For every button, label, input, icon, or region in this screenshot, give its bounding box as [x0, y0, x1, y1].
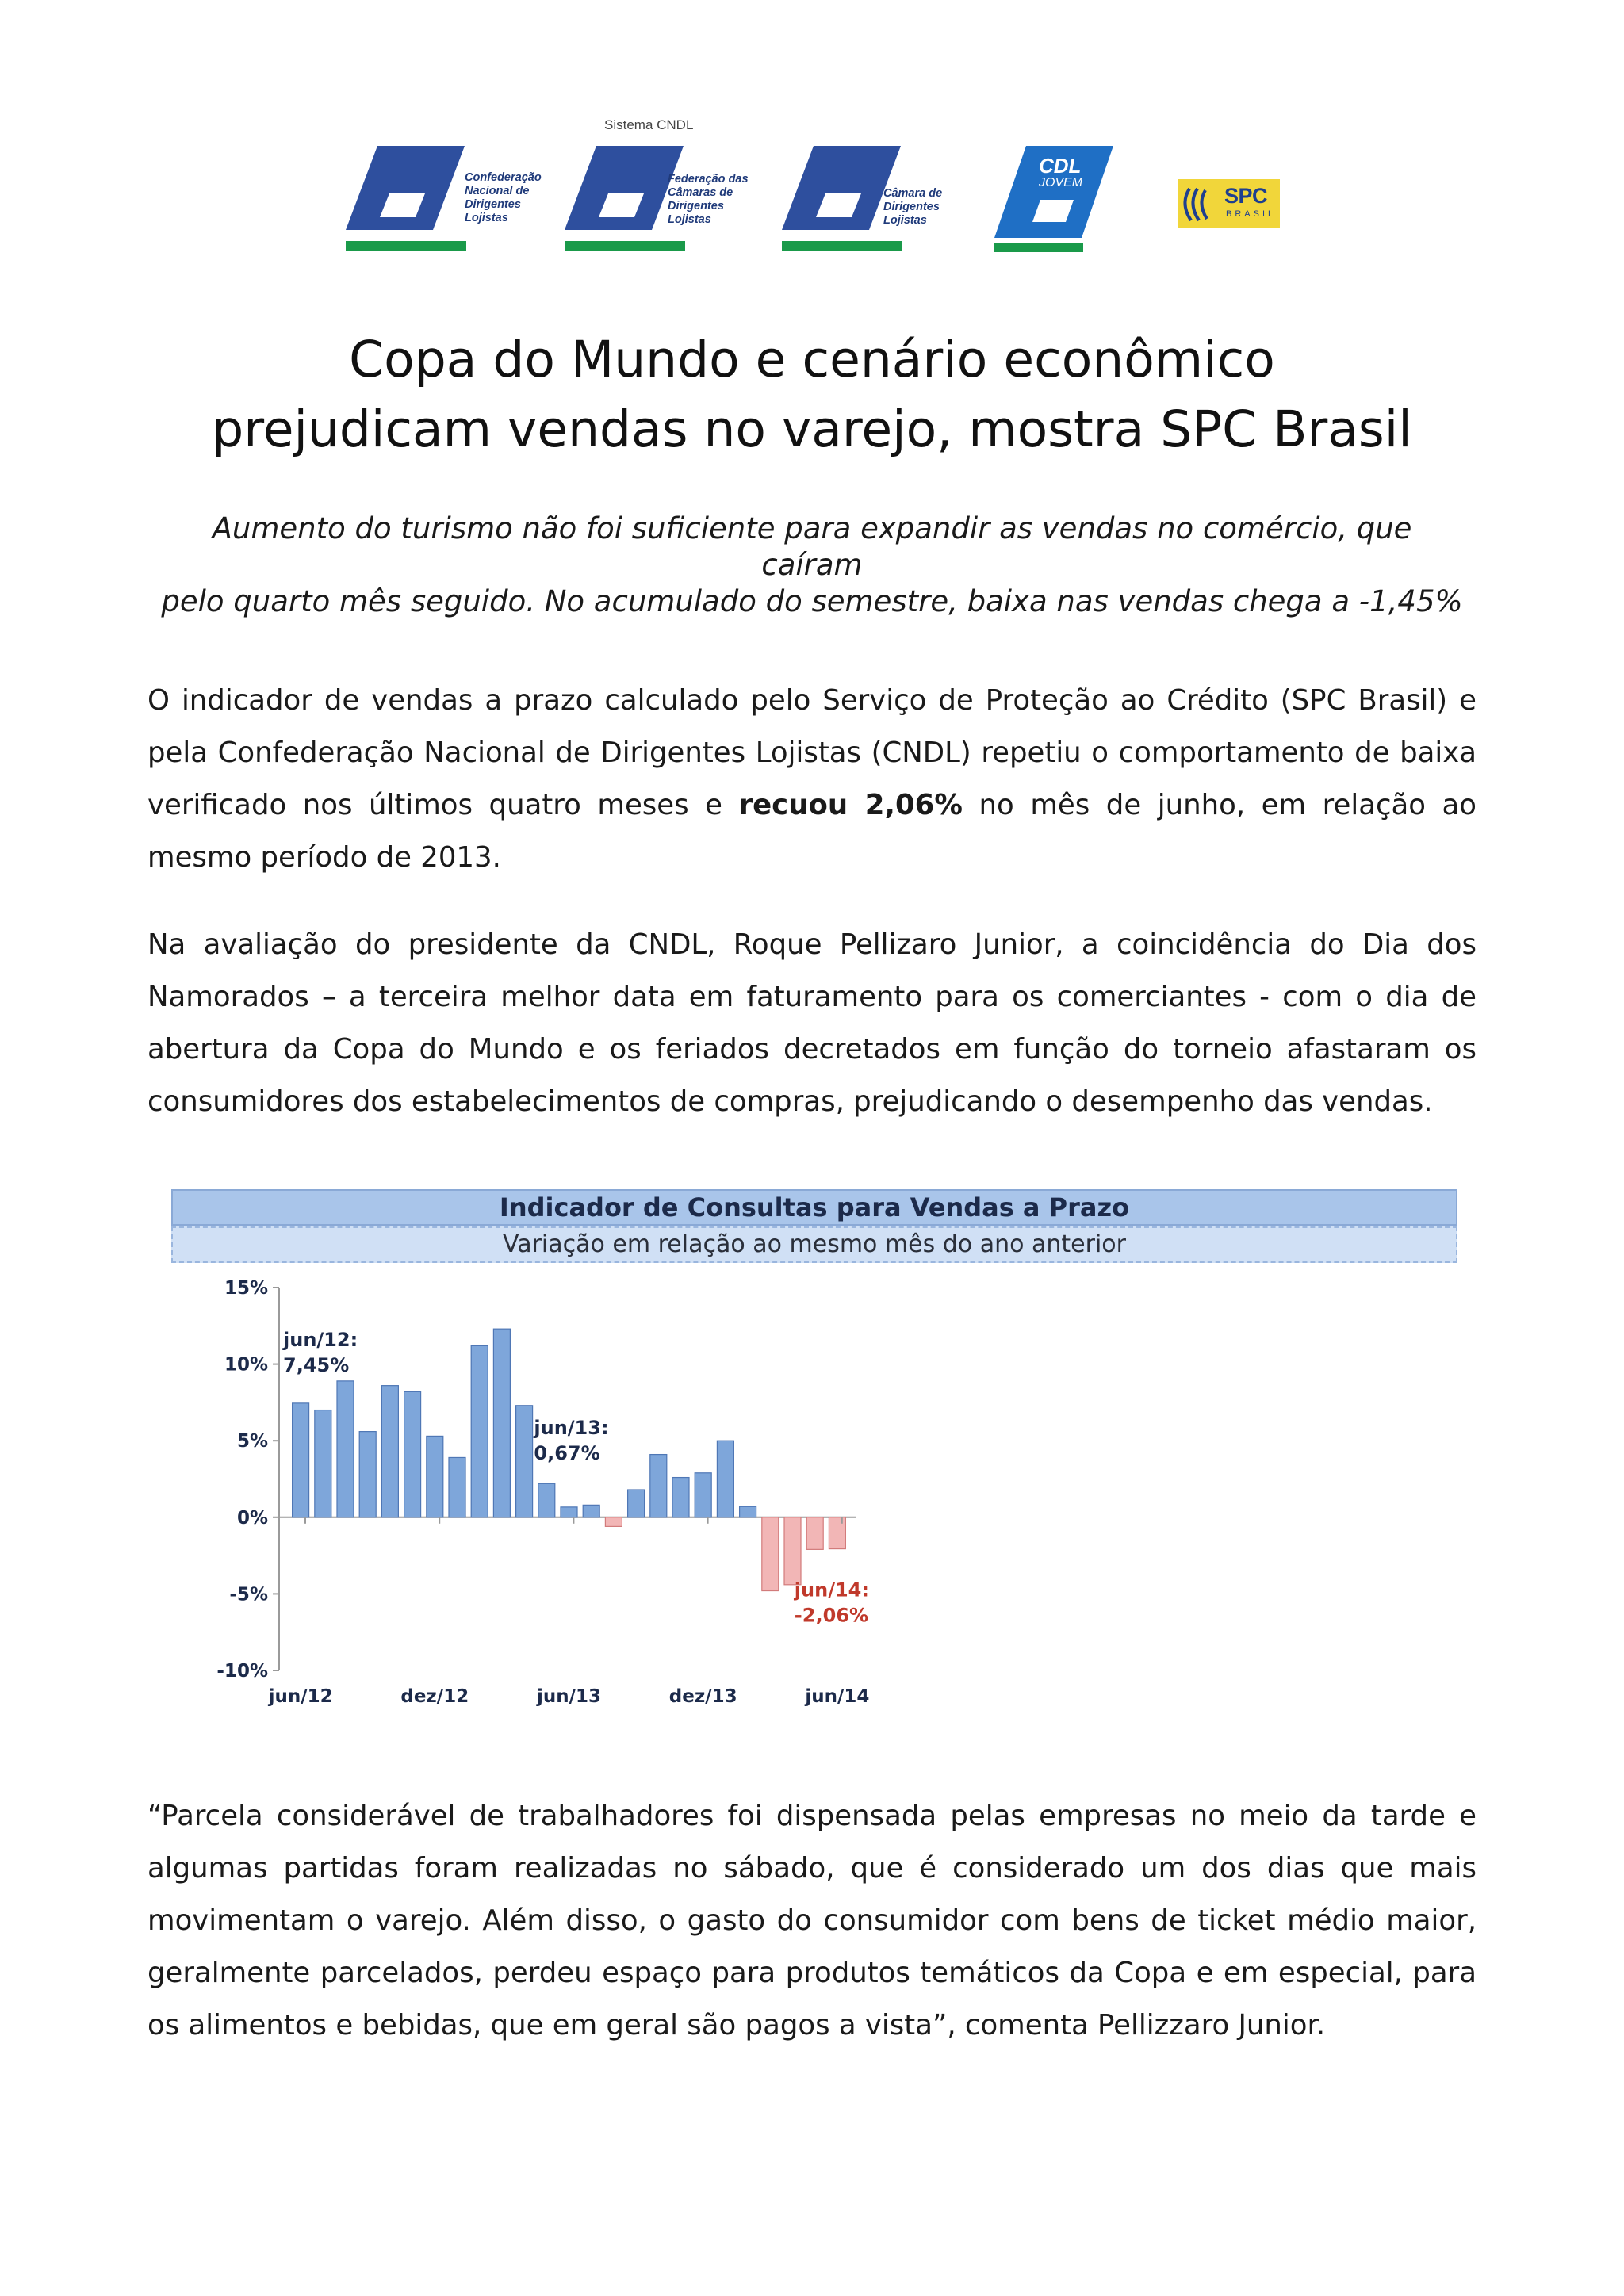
logo-cdl-jovem-cdl: CDL [1039, 154, 1082, 178]
paragraph-1-text-b: no mês de junho, em relação ao mesmo período de 2013. [147, 789, 1477, 874]
logo-federacao-line4: Lojistas [668, 213, 711, 226]
logo-confederacao-line4: Lojistas [465, 212, 508, 224]
bar [404, 1391, 421, 1517]
subheadline-line2: pelo quarto mês seguido. No acumulado do semestre, baixa nas vendas chega a -1,45% [161, 584, 1463, 618]
paragraph-1-text-a: O indicador de vendas a prazo calculado pelo Serviço de Proteção ao Crédito (SPC Brasil) e pela Confederação Nacional de Dirigentes Lojistas (CNDL) repetiu o comportamento de baixa verificado nos últimos quatro meses e [147, 684, 1477, 821]
spc-sub: BRASIL [1226, 209, 1277, 219]
bar [337, 1381, 354, 1517]
bar [493, 1329, 510, 1517]
annotation-label: -2,06% [794, 1604, 869, 1627]
logo-camara-line1: Câmara de [883, 187, 943, 200]
logo-confederacao-line1: Confederação [465, 171, 542, 184]
bar [315, 1410, 331, 1517]
bar [427, 1436, 443, 1517]
subheadline [159, 511, 1465, 620]
bar [628, 1490, 645, 1517]
logo-camara [782, 144, 980, 255]
bar [381, 1386, 398, 1517]
logo-spc-brasil [1178, 179, 1280, 228]
logo-confederacao-line2: Nacional de [465, 185, 530, 197]
logo-federacao-line2: Câmaras de [668, 186, 733, 199]
annotation-label: 0,67% [534, 1441, 600, 1464]
bar [293, 1403, 309, 1517]
paragraph-1-highlight: recuou 2,06% [738, 789, 963, 821]
x-tick-label: dez/12 [400, 1686, 469, 1707]
bar [471, 1345, 488, 1517]
x-tick-label: jun/12 [268, 1686, 333, 1707]
paragraph-2: Na avaliação do presidente da CNDL, Roque Pellizaro Junior, a coincidência do Dia dos Namorados – a terceira melhor data em faturamento para os comerciantes - com o dia de abertura da Copa do Mundo e os feriados decretados em função do torneio afastaram os consumidores dos estabelecimentos de compras, prejudicando o desempenho das vendas. [147, 928, 1477, 1118]
bar [672, 1478, 689, 1517]
y-tick-label: 10% [224, 1354, 268, 1376]
bar [695, 1473, 711, 1517]
paragraph-1 [147, 675, 1477, 884]
annotation-label: 7,45% [283, 1353, 350, 1376]
bar [829, 1517, 845, 1549]
headline-line1: Copa do Mundo e cenário econômico [349, 331, 1275, 388]
annotation-label: jun/12: [283, 1328, 358, 1351]
annotation-label: jun/13: [534, 1416, 609, 1439]
bar [740, 1506, 756, 1517]
bar [762, 1517, 779, 1591]
logo-confederacao [346, 144, 542, 255]
bar [650, 1455, 667, 1517]
bar [516, 1406, 533, 1517]
logo-confederacao-line3: Dirigentes [465, 198, 521, 211]
bar [561, 1507, 577, 1517]
spc-swoosh-icon [1178, 179, 1226, 228]
x-tick-label: jun/14 [805, 1686, 870, 1707]
logo-camara-line2: Dirigentes [883, 201, 940, 213]
paragraph-3: “Parcela considerável de trabalhadores foi dispensada pelas empresas no meio da tarde e algumas partidas foram realizadas no sábado, que é considerado um dos dias que mais movimentam o varejo. Além disso, o gasto do consumidor com bens de ticket médio maior, geralmente parcelados, perdeu espaço para produtos temáticos da Copa e em especial, para os alimentos e bebidas, que em geral são pagos a vista”, comenta Pellizzaro Junior. [147, 1800, 1477, 2042]
logo-cdl-jovem [994, 144, 1113, 255]
bar [784, 1517, 801, 1585]
spc-word: SPC [1224, 184, 1268, 208]
subheadline-line1: Aumento do turismo não foi suficiente para expandir as vendas no comércio, que caíram [212, 511, 1412, 582]
y-tick-label: -5% [229, 1584, 268, 1605]
bar [806, 1517, 823, 1550]
sistema-label: Sistema CNDL [604, 117, 694, 132]
logo-federacao [565, 144, 779, 255]
bar [538, 1483, 555, 1517]
y-tick-label: 15% [224, 1278, 268, 1299]
bar [449, 1457, 465, 1517]
logo-camara-mark [782, 144, 980, 255]
logo-camara-line3: Lojistas [883, 214, 927, 227]
chart-subtitle: Variação em relação ao mesmo mês do ano anterior [171, 1226, 1457, 1263]
headline-line2: prejudicam vendas no varejo, mostra SPC Brasil [212, 400, 1412, 458]
bar-chart [159, 1269, 1459, 1712]
x-tick-label: dez/13 [668, 1686, 737, 1707]
x-tick-label: jun/13 [536, 1686, 602, 1707]
bar [359, 1432, 376, 1517]
logo-cdl-jovem-jovem: JOVEM [1039, 176, 1083, 189]
bar [717, 1441, 733, 1517]
bar [583, 1505, 599, 1517]
logo-federacao-line1: Federação das [668, 173, 749, 186]
y-tick-label: -10% [216, 1661, 268, 1682]
chart-title: Indicador de Consultas para Vendas a Prazo [171, 1189, 1457, 1226]
bar [605, 1517, 622, 1527]
y-tick-label: 5% [236, 1431, 268, 1452]
headline [119, 325, 1505, 465]
y-tick-label: 0% [236, 1507, 268, 1529]
logo-federacao-line3: Dirigentes [668, 200, 724, 212]
annotation-label: jun/14: [794, 1578, 869, 1601]
